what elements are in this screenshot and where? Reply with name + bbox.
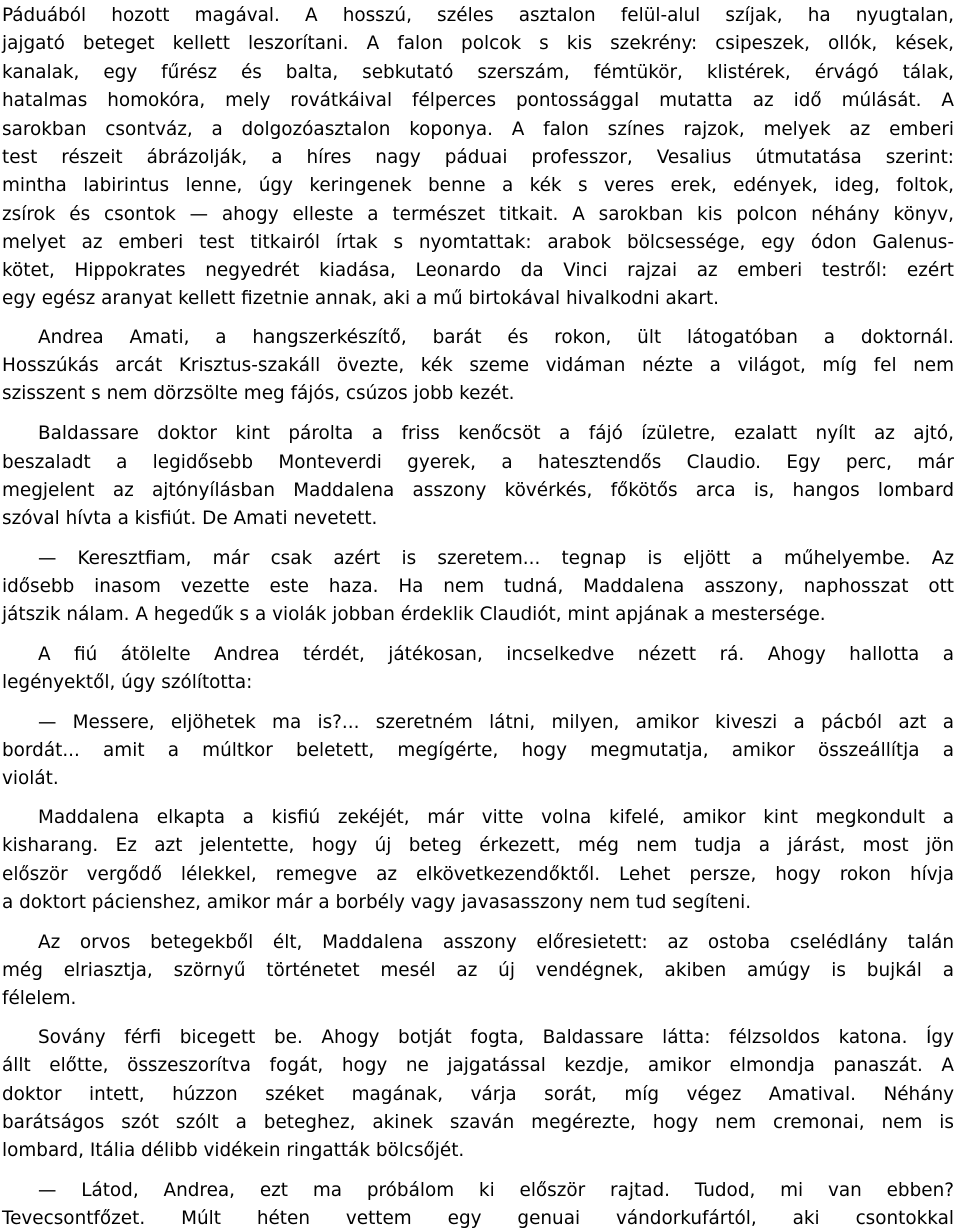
text-line: félelem.	[2, 988, 77, 1009]
text-line: kisharang. Ez azt jelentette, hogy új beteg érkezett, még nem tudja a járást, most jön	[2, 835, 954, 856]
text-line: kanalak, egy fűrész és balta, sebkutató szerszám, fémtükör, klistérek, érvágó tálak,	[2, 62, 954, 83]
text-line: doktor intett, húzzon széket magának, várja sorát, míg végez Amatival. Néhány	[2, 1084, 954, 1105]
text-line: kötet, Hippokrates negyedrét kiadása, Leonardo da Vinci rajzai az emberi testről: ezért	[2, 260, 954, 281]
text-line: Baldassare doktor kint párolta a friss kenőcsöt a fájó ízületre, ezalatt nyílt az ajtó,	[38, 423, 954, 444]
text-line: hatalmas homokóra, mely rovátkáival félperces pontossággal mutatta az idő múlását. A	[2, 90, 954, 111]
text-line: A fiú átölelte Andrea térdét, játékosan, incselkedve nézett rá. Ahogy hallotta a	[38, 644, 954, 665]
text-line: Maddalena elkapta a kisfiú zekéjét, már vitte volna kifelé, amikor kint megkondult a	[38, 807, 954, 828]
text-line: először vergődő lélekkel, remegve az elkövetkezendőktől. Lehet persze, hogy rokon hívja	[2, 864, 954, 885]
text-line: Hosszúkás arcát Krisztus-szakáll övezte, kék szeme vidáman nézte a világot, míg fel nem	[2, 355, 954, 376]
text-line: egy egész aranyat kellett fizetnie annak, aki a mű birtokával hivalkodni akart.	[2, 288, 720, 309]
text-line: Páduából hozott magával. A hosszú, széles asztalon felül-alul szíjak, ha nyugtalan,	[2, 5, 954, 26]
text-line: a doktort pácienshez, amikor már a borbély vagy javasasszony nem tud segíteni.	[2, 892, 752, 913]
text-line: — Messere, eljöhetek ma is?... szeretném látni, milyen, amikor kiveszi a pácból azt a	[38, 712, 954, 733]
text-line: melyet az emberi test titkairól írtak s nyomtattak: arabok bölcsessége, egy ódon Galenus-	[2, 232, 954, 253]
text-line: Sovány férfi bicegett be. Ahogy botját fogta, Baldassare látta: félzsoldos katona. Így	[38, 1027, 954, 1048]
text-line: legényektől, úgy szólította:	[2, 672, 253, 693]
text-line: test részeit ábrázolják, a híres nagy páduai professzor, Vesalius útmutatása szerint:	[2, 147, 954, 168]
text-line: bordát... amit a múltkor beletett, megígérte, hogy megmutatja, amikor összeállítja a	[2, 740, 954, 761]
text-line: idősebb inasom vezette este haza. Ha nem tudná, Maddalena asszony, naphosszat ott	[2, 576, 954, 597]
text-line: — Keresztfiam, már csak azért is szeretem... tegnap is eljött a műhelyembe. Az	[38, 548, 954, 569]
text-line: játszik nálam. A hegedűk s a violák jobban érdeklik Claudiót, mint apjának a mestersége.	[2, 604, 826, 625]
text-line: még elriasztja, szörnyű történetet mesél az új vendégnek, akiben amúgy is bujkál a	[2, 960, 954, 981]
text-line: Andrea Amati, a hangszerkészítő, barát és rokon, ült látogatóban a doktornál.	[38, 327, 954, 348]
text-line: sarokban csontváz, a dolgozóasztalon koponya. A falon színes rajzok, melyek az emberi	[2, 119, 954, 140]
text-line: lombard, Itália délibb vidékein ringatták bölcsőjét.	[2, 1140, 465, 1161]
text-line: mintha labirintus lenne, úgy keringenek benne a kék s veres erek, edények, ideg, foltok,	[2, 175, 954, 196]
text-line: — Látod, Andrea, ezt ma próbálom ki először rajtad. Tudod, mi van ebben?	[38, 1180, 954, 1201]
text-line: zsírok és csontok — ahogy elleste a természet titkait. A sarokban kis polcon néhány könyv,	[2, 204, 954, 225]
text-line: szisszent s nem dörzsölte meg fájós, csúzos jobb kezét.	[2, 383, 515, 404]
text-line: violát.	[2, 768, 59, 789]
text-line: Tevecsontfőzet. Múlt héten vettem egy genuai vándorkufártól, aki csontokkal	[2, 1208, 954, 1228]
text-line: szóval hívta a kisfiút. De Amati nevetett.	[2, 508, 378, 529]
text-line: állt előtte, összeszorítva fogát, hogy ne jajgatással kezdje, amikor elmondja panaszát. A	[2, 1055, 954, 1076]
text-line: jajgató beteget kellett leszorítani. A falon polcok s kis szekrény: csipeszek, ollók, kések,	[2, 33, 954, 54]
text-line: beszaladt a legidősebb Monteverdi gyerek, a hatesztendős Claudio. Egy perc, már	[2, 452, 954, 473]
text-line: Az orvos betegekből élt, Maddalena asszony előresietett: az ostoba cselédlány talán	[38, 932, 954, 953]
text-line: barátságos szót szólt a beteghez, akinek szaván megérezte, hogy nem cremonai, nem is	[2, 1112, 954, 1133]
text-line: megjelent az ajtónyílásban Maddalena asszony kövérkés, főkötős arca is, hangos lombard	[2, 480, 954, 501]
